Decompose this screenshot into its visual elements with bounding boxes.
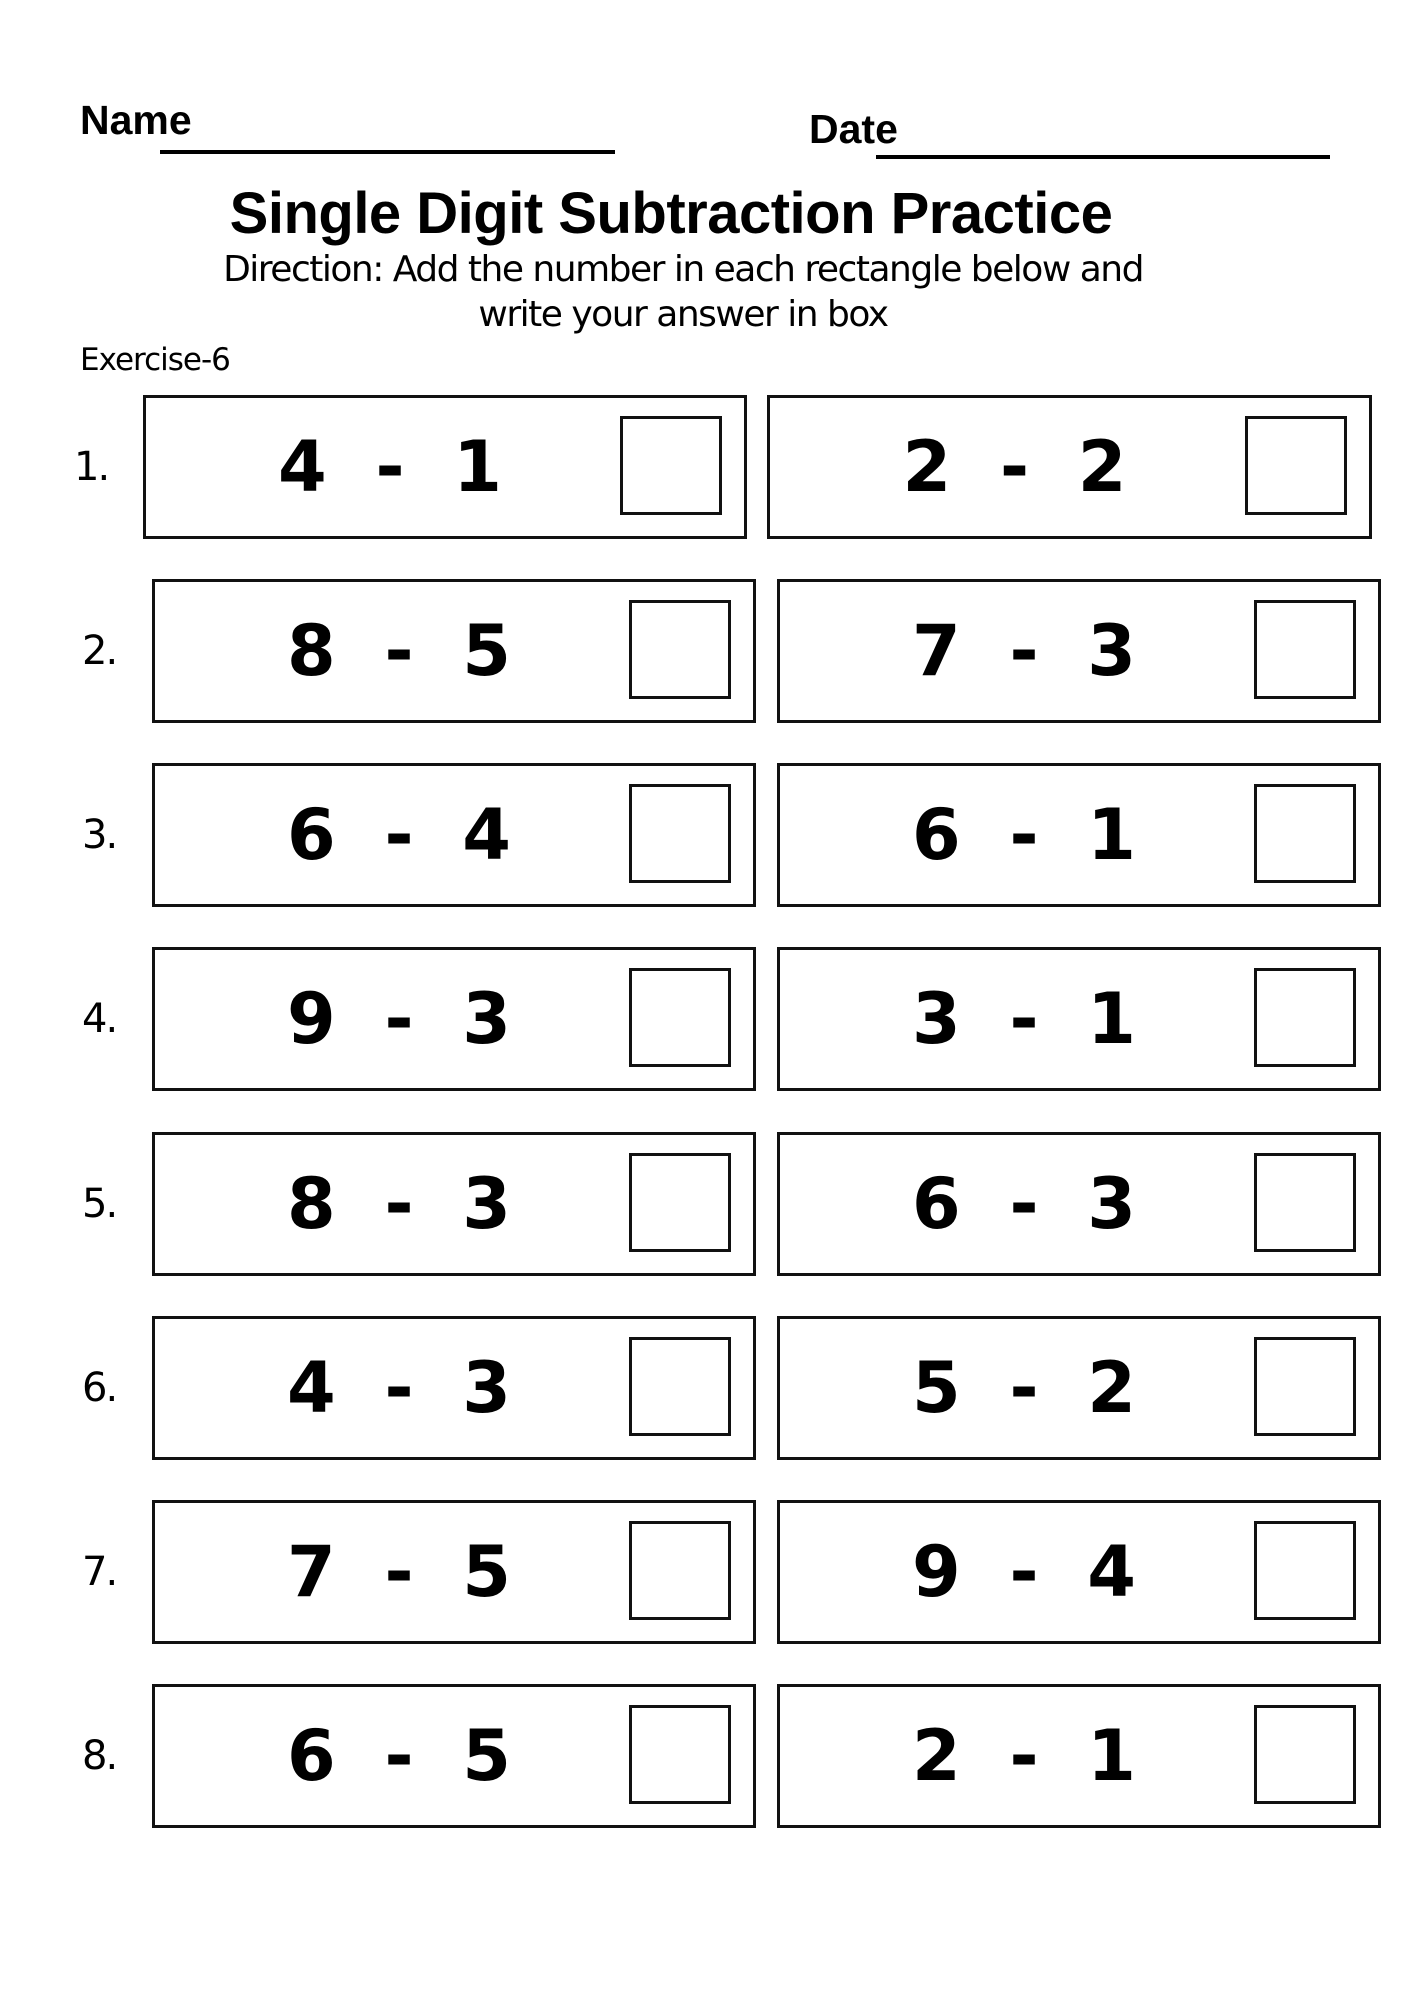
- problem-expression: 6 - 1: [912, 794, 1136, 876]
- name-input-line[interactable]: [160, 150, 615, 154]
- answer-box[interactable]: [1254, 1337, 1356, 1436]
- problem-expression: 9 - 4: [912, 1531, 1136, 1613]
- problem-card: [777, 579, 1381, 723]
- row-number: 2.: [82, 628, 117, 674]
- answer-box[interactable]: [1254, 968, 1356, 1067]
- answer-box[interactable]: [629, 1521, 731, 1620]
- problem-card: [777, 763, 1381, 907]
- row-number: 3.: [82, 812, 117, 858]
- problem-card: [152, 579, 756, 723]
- problem-expression: 7 - 3: [912, 610, 1136, 692]
- problem-expression: 6 - 3: [912, 1163, 1136, 1245]
- answer-box[interactable]: [629, 1337, 731, 1436]
- problem-card: [152, 763, 756, 907]
- answer-box[interactable]: [629, 600, 731, 699]
- answer-box[interactable]: [629, 1705, 731, 1804]
- problem-card: [152, 1132, 756, 1276]
- answer-box[interactable]: [1254, 1521, 1356, 1620]
- problem-expression: 2 - 1: [912, 1715, 1136, 1797]
- answer-box[interactable]: [629, 968, 731, 1067]
- problem-expression: 5 - 2: [912, 1347, 1136, 1429]
- row-number: 8.: [82, 1733, 117, 1779]
- problem-expression: 8 - 5: [287, 610, 511, 692]
- problem-expression: 9 - 3: [287, 978, 511, 1060]
- row-number: 4.: [82, 996, 117, 1042]
- problem-expression: 8 - 3: [287, 1163, 511, 1245]
- problem-card: [767, 395, 1372, 539]
- row-number: 5.: [82, 1181, 117, 1227]
- answer-box[interactable]: [1254, 600, 1356, 699]
- problem-card: [152, 947, 756, 1091]
- name-label: Name: [80, 97, 192, 143]
- problem-expression: 7 - 5: [287, 1531, 511, 1613]
- problem-card: [777, 1316, 1381, 1460]
- exercise-label: Exercise-6: [80, 342, 230, 378]
- problem-card: [143, 395, 747, 539]
- answer-box[interactable]: [629, 784, 731, 883]
- problem-expression: 4 - 3: [287, 1347, 511, 1429]
- problem-card: [152, 1684, 756, 1828]
- problem-expression: 3 - 1: [912, 978, 1136, 1060]
- answer-box[interactable]: [1254, 1705, 1356, 1804]
- problem-card: [777, 947, 1381, 1091]
- answer-box[interactable]: [629, 1153, 731, 1252]
- problem-expression: 4 - 1: [278, 426, 502, 508]
- problem-card: [152, 1500, 756, 1644]
- direction-line-1: Direction: Add the number in each rectangle below and: [223, 249, 1143, 290]
- page-title: Single Digit Subtraction Practice: [229, 181, 1113, 246]
- row-number: 7.: [82, 1549, 117, 1595]
- problem-card: [152, 1316, 756, 1460]
- answer-box[interactable]: [1254, 1153, 1356, 1252]
- problem-card: [777, 1500, 1381, 1644]
- row-number: 1.: [74, 444, 109, 490]
- row-number: 6.: [82, 1365, 117, 1411]
- problem-card: [777, 1684, 1381, 1828]
- problem-expression: 6 - 5: [287, 1715, 511, 1797]
- problem-card: [777, 1132, 1381, 1276]
- problem-expression: 6 - 4: [287, 794, 511, 876]
- answer-box[interactable]: [620, 416, 722, 515]
- date-input-line[interactable]: [876, 155, 1330, 159]
- answer-box[interactable]: [1245, 416, 1347, 515]
- problem-expression: 2 - 2: [902, 426, 1127, 508]
- answer-box[interactable]: [1254, 784, 1356, 883]
- direction-line-2: write your answer in box: [478, 294, 888, 335]
- date-label: Date: [809, 106, 898, 152]
